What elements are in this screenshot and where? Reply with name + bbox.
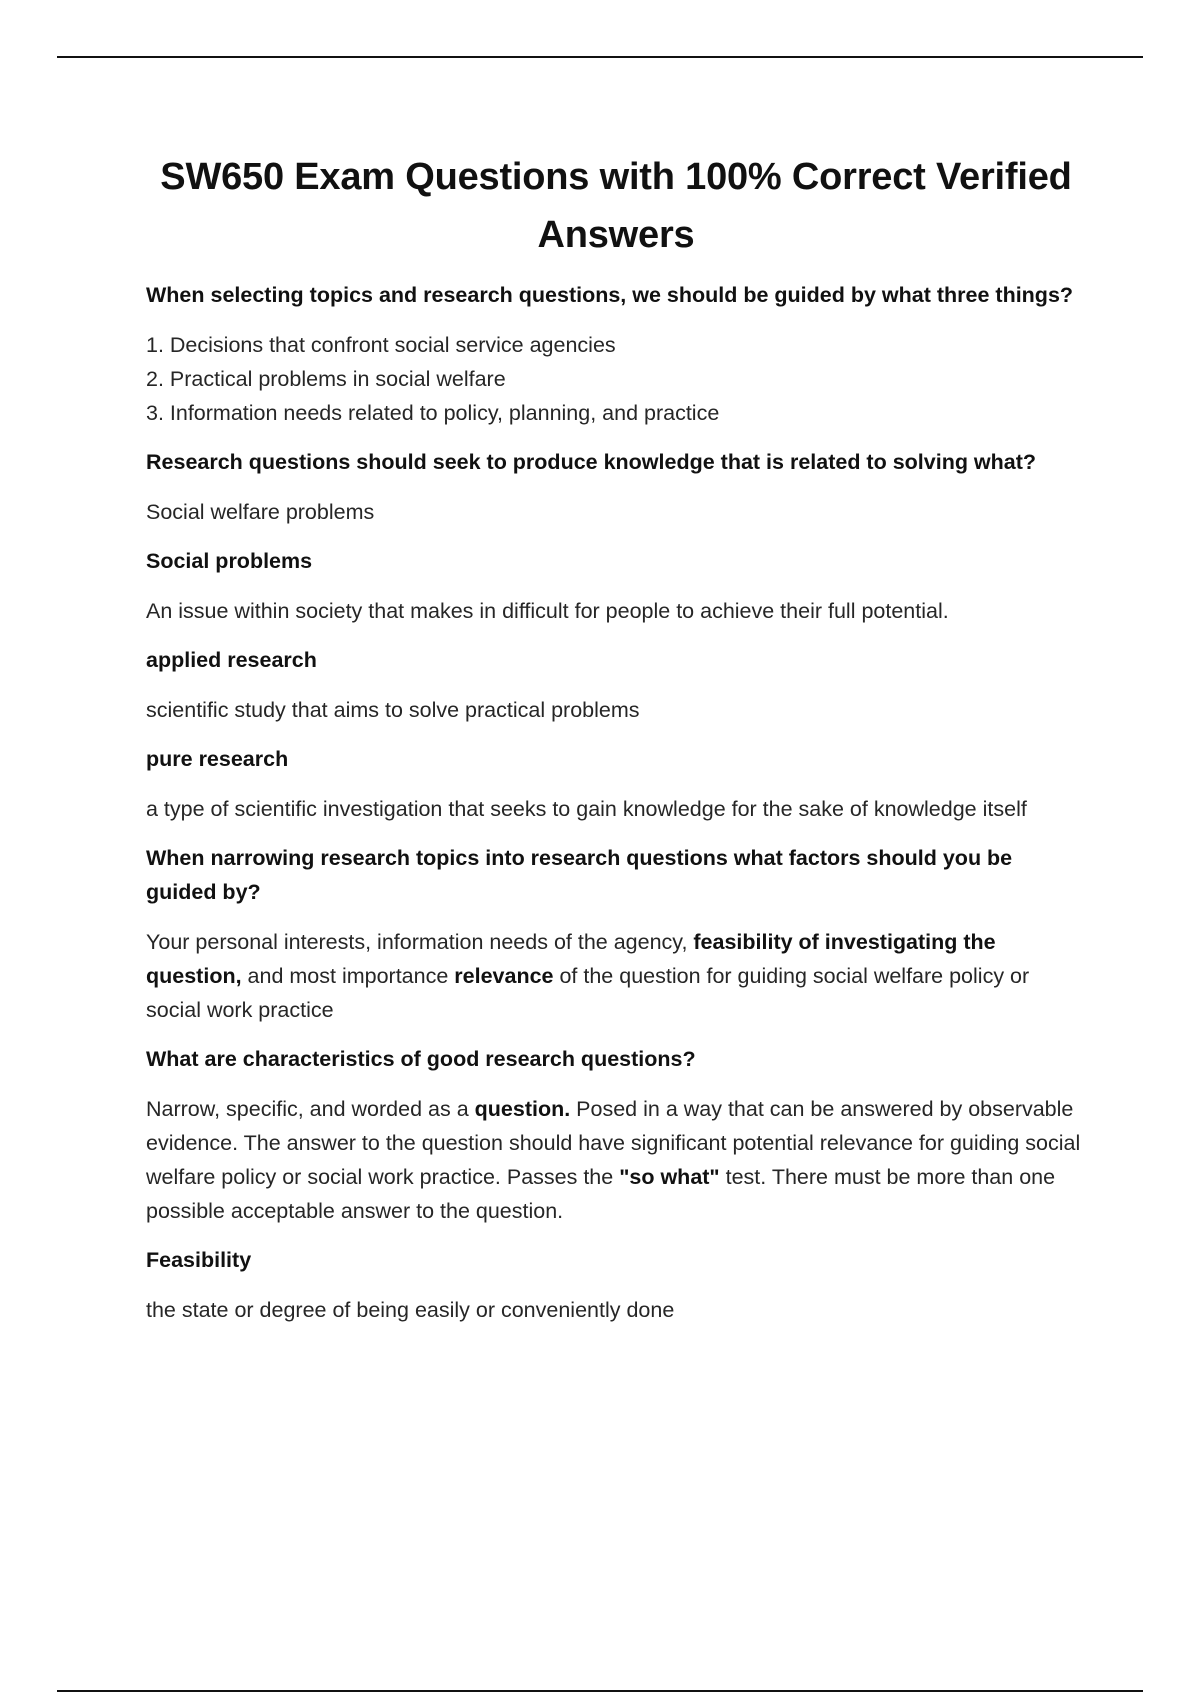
answer-emphasis: "so what" — [619, 1165, 720, 1189]
list-item: 2. Practical problems in social welfare — [146, 367, 506, 391]
bottom-rule — [57, 1690, 1143, 1692]
answer-text: Your personal interests, information needs of the agency, — [146, 930, 694, 954]
answer: Social welfare problems — [146, 500, 375, 524]
question: What are characteristics of good research questions? — [146, 1047, 696, 1071]
qa-item — [146, 278, 1086, 430]
qa-item — [146, 445, 1086, 529]
answer-text: Narrow, specific, and worded as a — [146, 1097, 475, 1121]
qa-item — [146, 1243, 1086, 1327]
top-rule — [57, 56, 1143, 58]
qa-item — [146, 544, 1086, 628]
question: When narrowing research topics into research questions what factors should you be guided by? — [146, 846, 1013, 904]
qa-item — [146, 1042, 1086, 1228]
answer — [146, 925, 1086, 1027]
answer-list — [146, 328, 1086, 430]
answer: scientific study that aims to solve practical problems — [146, 698, 640, 722]
question: applied research — [146, 648, 317, 672]
answer-text: Posed in a way that can be answered by observable evidence. The answer to the question should have significant potential relevance for guiding social welfare policy or social work practice. Passes the — [146, 1097, 1081, 1189]
document-body — [146, 148, 1086, 1342]
question: Feasibility — [146, 1248, 252, 1272]
list-item: 1. Decisions that confront social service agencies — [146, 333, 616, 357]
qa-item — [146, 643, 1086, 727]
qa-item — [146, 742, 1086, 826]
question: pure research — [146, 747, 289, 771]
qa-item — [146, 841, 1086, 1027]
answer: An issue within society that makes in difficult for people to achieve their full potential. — [146, 599, 949, 623]
answer: a type of scientific investigation that seeks to gain knowledge for the sake of knowledge itself — [146, 797, 1027, 821]
list-item: 3. Information needs related to policy, planning, and practice — [146, 401, 720, 425]
answer-text: test. There must be more than one possible acceptable answer to the question. — [146, 1165, 1056, 1223]
answer-text: of the question for guiding social welfare policy or social work practice — [146, 964, 1030, 1022]
answer-emphasis: question. — [474, 1097, 571, 1121]
answer-emphasis: relevance — [454, 964, 554, 988]
answer: the state or degree of being easily or conveniently done — [146, 1298, 675, 1322]
answer-emphasis: feasibility of investigating the question, — [146, 930, 996, 988]
question: When selecting topics and research questions, we should be guided by what three things? — [146, 283, 1074, 307]
answer-text: and most importance — [241, 964, 455, 988]
question: Social problems — [146, 549, 313, 573]
question: Research questions should seek to produce knowledge that is related to solving what? — [146, 450, 1037, 474]
answer — [146, 1092, 1086, 1228]
document-title: SW650 Exam Questions with 100% Correct Verified Answers — [160, 156, 1072, 256]
